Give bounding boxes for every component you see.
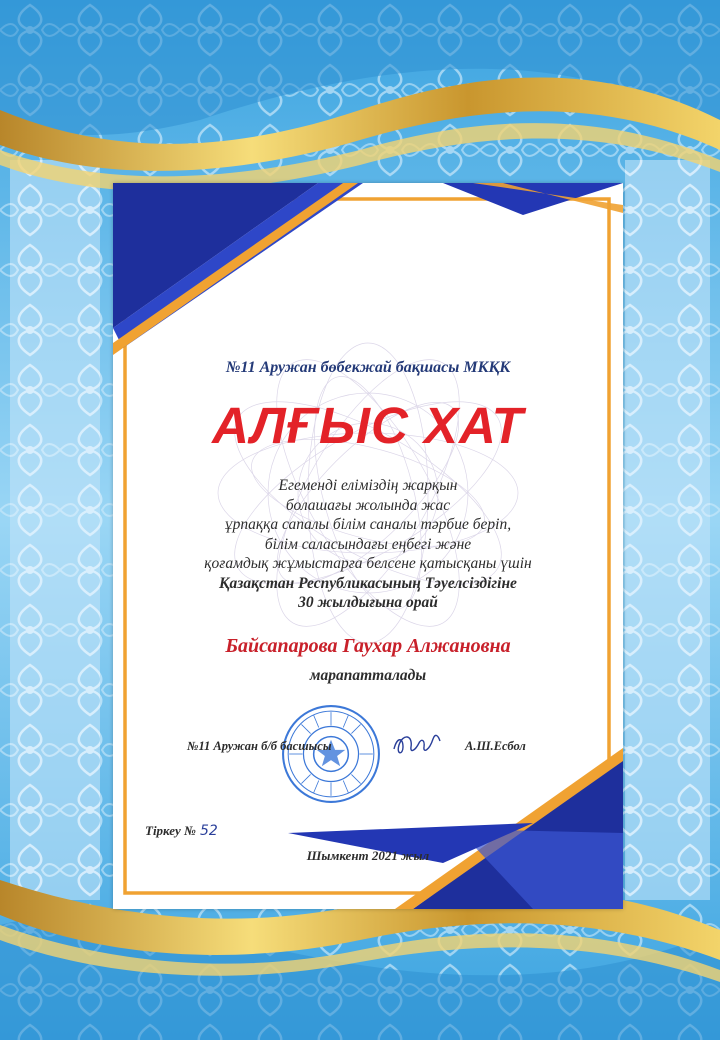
registration-value: 52 (199, 823, 218, 839)
certificate-title: АЛҒЫС ХАТ (212, 397, 524, 454)
signer-name: А.Ш.Есбол (465, 739, 526, 753)
certificate-body (113, 476, 623, 613)
body-line: Егеменді еліміздің жарқын (278, 477, 458, 494)
body-line: білім саласындағы еңбегі және (264, 535, 472, 553)
awarded-text: марапатталады (309, 667, 427, 684)
signature-icon (391, 729, 443, 759)
registration-number (145, 823, 218, 839)
place-and-date: Шымкент 2021 жыл (306, 848, 430, 863)
body-line-bold: 30 жылдығына орай (298, 594, 438, 611)
certificate-card (113, 183, 623, 909)
body-line: ұрпаққа сапалы білім саналы тәрбие беріп, (224, 516, 512, 533)
signer-organization: №11 Аружан б/б басшысы (187, 739, 332, 753)
recipient-name: Байсапарова Гаухар Алжановна (225, 635, 511, 657)
organization-name: №11 Аружан бөбекжай бақшасы МКҚК (225, 359, 511, 376)
body-line: қоғамдық жұмыстарға белсене қатысқаны үшін (204, 555, 532, 572)
body-line: болашағы жолында жас (285, 496, 451, 514)
body-line-bold: Қазақстан Республикасының Тәуелсіздігіне (219, 574, 517, 592)
registration-label: Тіркеу № (145, 823, 196, 838)
official-stamp-icon (280, 703, 382, 805)
